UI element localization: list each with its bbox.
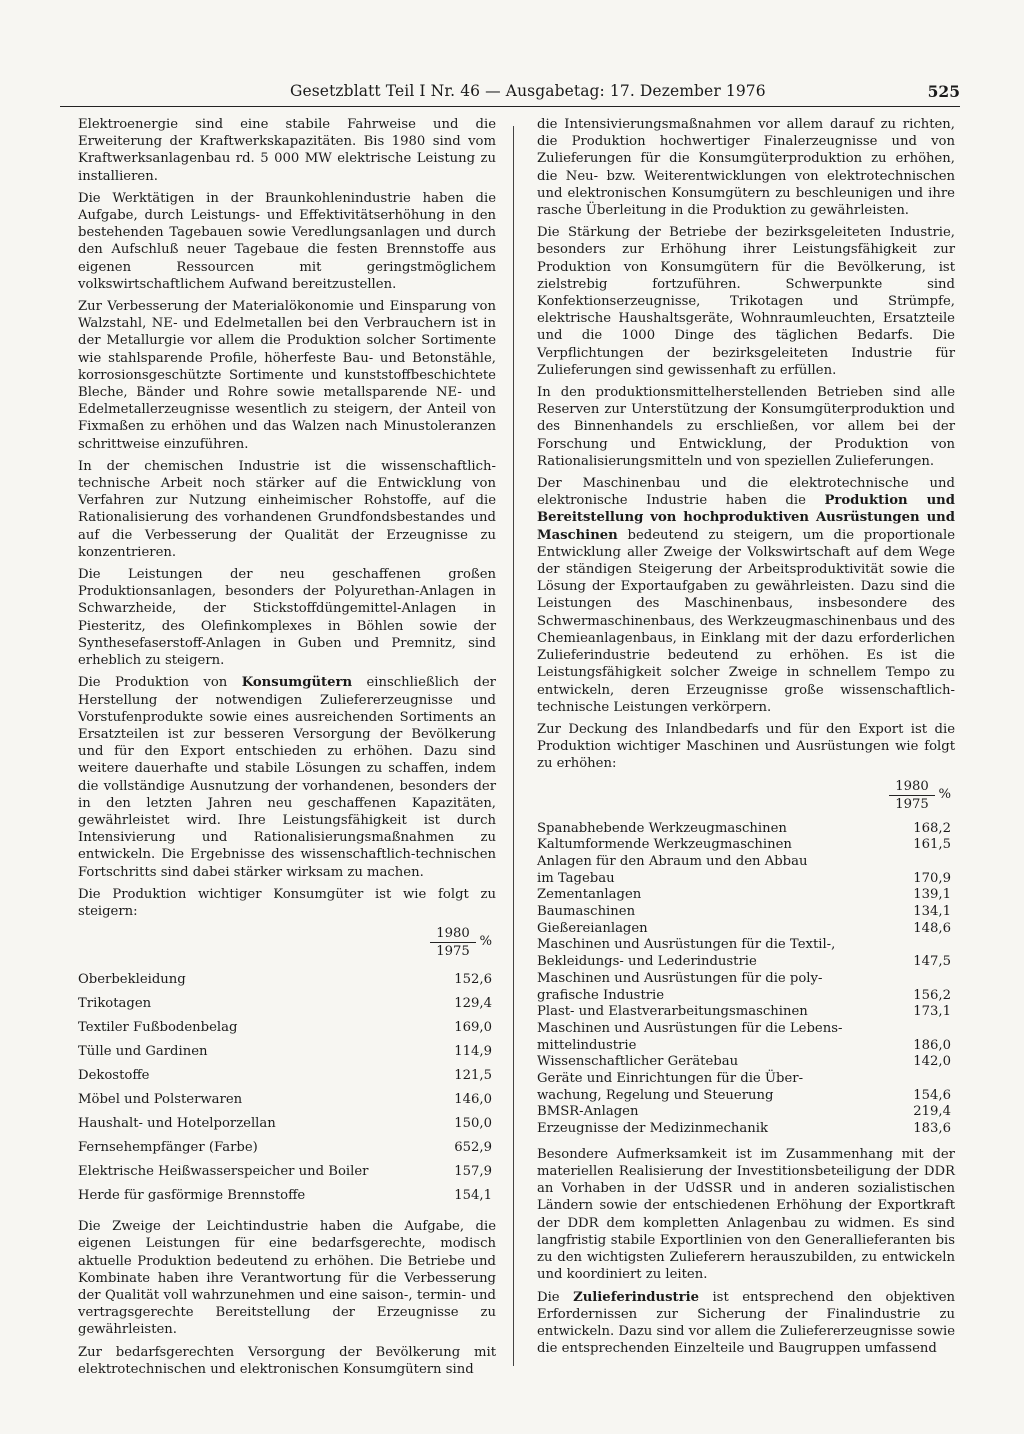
- row-label: Plast- und Elastverarbeitungsmaschinen: [537, 1004, 808, 1020]
- paragraph: [537, 1289, 955, 1358]
- paragraph: Die Leistungen der neu geschaffenen großen Produktionsanlagen, besonders der Polyurethan-Anlagen in Schwarzheide, der Stickstoffdüngemittel-Anlagen in Piesteritz, des Olefinkomplexes in Böhlen sowie der Synthesefaserstoff-Anlagen in Guben und Premnitz, sind erheblich zu steigern.: [78, 567, 496, 669]
- row-label: Gießereianlagen: [537, 920, 648, 936]
- table-row: [78, 1064, 496, 1088]
- table-row: [78, 1040, 496, 1064]
- consumer-goods-table: [78, 968, 496, 1208]
- row-value: 219,4: [913, 1104, 951, 1120]
- text: bedeutend zu steigern, um die proportionale Entwicklung aller Zweige der Volkswirtschaft auf dem Wege der ständigen Steigerung der Arbeitsproduktivität sowie die Lösung der Exportaufgaben zu gewährleisten. Dazu sind die Leistungen des Maschinenbaus, insbesondere des Schwermaschinenbaus, des Werkzeugmaschinenbaus und des Chemieanlagenbaus, in Einklang mit der dazu erforderlichen Zulieferindustrie bedeutend zu erhöhen. Es ist die Leistungsfähigkeit solcher Zweige in schnellem Tempo zu entwickeln, deren Erzeugnisse große wissenschaftlich-technische Leistungen verkörpern.: [537, 527, 955, 715]
- ratio-numerator: 1980: [430, 926, 476, 943]
- row-value: 142,0: [913, 1054, 951, 1070]
- row-label: Trikotagen: [78, 996, 152, 1012]
- text: Die: [537, 1289, 574, 1305]
- row-value: 170,9: [913, 870, 951, 886]
- ratio-fraction: [430, 926, 476, 960]
- bold-term: Zulieferindustrie: [573, 1289, 699, 1305]
- page-number: 525: [927, 82, 960, 101]
- row-value: 150,0: [454, 1116, 492, 1132]
- row-label: Zementanlagen: [537, 887, 642, 903]
- paragraph: Elektroenergie sind eine stabile Fahrweise und die Erweiterung der Kraftwerkskapazitäten. Bis 1980 sind vom Kraftwerksanlagenbau rd. 5 000 MW elektrische Leistung zu installieren.: [78, 117, 496, 184]
- bold-term: Konsumgütern: [241, 675, 353, 691]
- paragraph: Die Stärkung der Betriebe der bezirksgeleiteten Industrie, besonders zur Erhöhung ihrer Leistungsfähigkeit zur Produktion von Konsumgütern für die Bevölkerung, ist zielstrebig fortzuführen. Schwerpunkte sind Konfektionserzeugnisse, Trikotagen und Strümpfe, elektrische Haushaltsgeräte, Wohnraumleuchten, Ersatzteile und die 1000 Dinge des täglichen Bedarfs. Die Verpflichtungen der bezirksgeleiteten Industrie für Zulieferungen sind gewissenhaft zu erfüllen.: [537, 225, 955, 378]
- machinery-table: [537, 821, 955, 1138]
- table-row: [537, 1054, 955, 1071]
- row-value: 154,1: [454, 1188, 492, 1204]
- row-label: Anlagen für den Abraum und den Abbau im Tagebau: [537, 853, 808, 886]
- table-row: [78, 1136, 496, 1160]
- table-row: [78, 1016, 496, 1040]
- table-row: [537, 887, 955, 904]
- paragraph: Zur Deckung des Inlandbedarfs und für den Export ist die Produktion wichtiger Maschinen und Ausrüstungen wie folgt zu erhöhen:: [537, 721, 955, 772]
- table-row: [537, 837, 955, 854]
- table-row: [537, 971, 955, 1004]
- table-row: [537, 904, 955, 921]
- row-value: 156,2: [913, 987, 951, 1003]
- row-value: 173,1: [913, 1004, 951, 1020]
- right-column: [537, 116, 955, 1362]
- text: Der Maschinenbau und die elektrotechnische und elektronische Industrie haben die: [537, 476, 955, 509]
- page-header: [60, 82, 960, 107]
- row-value: 121,5: [454, 1068, 492, 1084]
- row-value: 129,4: [454, 996, 492, 1012]
- row-label: Elektrische Heißwasserspeicher und Boiler: [78, 1164, 369, 1180]
- ratio-unit: %: [479, 934, 492, 950]
- text: einschließlich der Herstellung der notwendigen Zuliefererzeugnisse und Vorstufenprodukte sowie eines ausreichenden Sortiments an Ersatzteilen ist zur besseren Versorgung der Bevölkerung und für den Export entschieden zu erhöhen. Dazu sind weitere dauerhafte und stabile Lösungen zu schaffen, indem die vollständige Ausnutzung der vorhandenen, besonders der in den letzten Jahren neu geschaffenen Kapazitäten, gewährleistet wird. Ihre Leistungsfähigkeit ist durch Intensivierung und Rationalisierungsmaßnahmen zu entwickeln. Die Ergebnisse des wissenschaftlich-technischen Fortschritts sind dabei stärker wirksam zu machen.: [78, 675, 496, 880]
- row-value: 134,1: [913, 904, 951, 920]
- row-value: 114,9: [454, 1044, 492, 1060]
- text: Die Produktion von: [78, 675, 242, 691]
- paragraph: Die Produktion wichtiger Konsumgüter ist wie folgt zu steigern:: [78, 886, 496, 919]
- row-label: Maschinen und Ausrüstungen für die Lebens- mittelindustrie: [537, 1020, 843, 1053]
- table-row: [537, 1004, 955, 1021]
- paragraph: Besondere Aufmerksamkeit ist im Zusammenhang mit der materiellen Realisierung der Investitionsbeteiligung der DDR an Vorhaben in der UdSSR und in anderen sozialistischen Ländern sowie der entschiedenen Erhöhung der Exportkraft der DDR dem kompletten Anlagenbau zu widmen. Es sind langfristig stabile Exportlinien von den Generallieferanten bis zu den wichtigsten Zulieferern herauszubilden, zu entwickeln und koordiniert zu leiten.: [537, 1146, 955, 1283]
- row-value: 157,9: [454, 1164, 492, 1180]
- row-label: BMSR-Anlagen: [537, 1104, 639, 1120]
- bold-term: die Intensivierungsmaßnahmen vor allem darauf zu richten,: [537, 117, 955, 132]
- table-row: [78, 1112, 496, 1136]
- row-label: Haushalt- und Hotelporzellan: [78, 1116, 276, 1132]
- row-value: 161,5: [913, 837, 951, 853]
- row-value: 146,0: [454, 1092, 492, 1108]
- table-row: [537, 921, 955, 938]
- table-row: [78, 1160, 496, 1184]
- row-label: Maschinen und Ausrüstungen für die poly- grafische Industrie: [537, 970, 823, 1003]
- row-value: 183,6: [913, 1121, 951, 1137]
- text: die Produktion hochwertiger Finalerzeugnisse und von Zulieferungen für die Konsumgüterproduktion zu erhöhen, die Neu- bzw. Weiterentwicklungen von elektrotechnischen und elektronischen Konsumgütern zu beschleunigen und ihre rasche Überleitung in die Produktion zu gewährleisten.: [537, 134, 955, 219]
- header-title: Gesetzblatt Teil I Nr. 46 — Ausgabetag: 17. Dezember 1976: [290, 82, 766, 100]
- paragraph: Die Zweige der Leichtindustrie haben die Aufgabe, die eigenen Leistungen für eine bedarfsgerechte, modisch aktuelle Produktion bedeutend zu erhöhen. Die Betriebe und Kombinate haben ihre Verantwortung für die Verbesserung der Qualität voll wahrzunehmen und eine saison-, termin- und vertragsgerechte Bereitstellung der Erzeugnisse zu gewährleisten.: [78, 1219, 496, 1338]
- text: ist entsprechend den objektiven Erfordernissen zur Sicherung der Finalindustrie zu entwickeln. Dazu sind vor allem die Zuliefererzeugnisse sowie die entsprechenden Einzelteile und Baugruppen umfassend: [537, 1289, 955, 1357]
- table-row: [78, 968, 496, 992]
- column-divider: [513, 126, 514, 1366]
- ratio-denominator: 1975: [436, 944, 470, 960]
- ratio-fraction: [889, 779, 935, 813]
- row-label: Herde für gasförmige Brennstoffe: [78, 1188, 306, 1204]
- row-label: Tülle und Gardinen: [78, 1044, 208, 1060]
- row-value: 148,6: [913, 920, 951, 936]
- paragraph: In den produktionsmittelherstellenden Betrieben sind alle Reserven zur Unterstützung der Konsumgüterproduktion und des Binnenhandels zu erschließen, vor allem bei der Forschung und Entwicklung, der Produktion von Rationalisierungsmitteln und von speziellen Zulieferungen.: [537, 385, 955, 469]
- table-row: [537, 854, 955, 887]
- row-label: Fernsehempfänger (Farbe): [78, 1140, 258, 1156]
- paragraph: [537, 475, 955, 716]
- paragraph: [78, 674, 496, 880]
- row-value: 168,2: [913, 820, 951, 836]
- row-label: Erzeugnisse der Medizinmechanik: [537, 1121, 768, 1137]
- row-label: Dekostoffe: [78, 1068, 150, 1084]
- bold-term: Produktion und Bereitstellung von hochproduktiven Ausrüstungen und Maschinen: [537, 493, 955, 543]
- row-value: 169,0: [454, 1020, 492, 1036]
- table-row: [78, 1088, 496, 1112]
- ratio-denominator: 1975: [895, 796, 929, 812]
- table-header: [537, 779, 955, 817]
- paragraph: Zur bedarfsgerechten Versorgung der Bevölkerung mit elektrotechnischen und elektronischen Konsumgütern sind: [78, 1344, 496, 1377]
- row-label: Kaltumformende Werkzeugmaschinen: [537, 837, 792, 853]
- row-value: 147,5: [913, 954, 951, 970]
- row-value: 152,6: [454, 972, 492, 988]
- ratio-unit: %: [938, 786, 951, 802]
- paragraph: In der chemischen Industrie ist die wissenschaftlich-technische Arbeit noch stärker auf die Entwicklung von Verfahren zur Nutzung einheimischer Rohstoffe, auf die Rationalisierung des vorhandenen Grundfondsbestandes und auf die Verbesserung der Qualität der Erzeugnisse zu konzentrieren.: [78, 458, 496, 560]
- table-row: [537, 1104, 955, 1121]
- row-value: 186,0: [913, 1037, 951, 1053]
- ratio-numerator: 1980: [889, 779, 935, 796]
- table-row: [78, 992, 496, 1016]
- row-label: Möbel und Polsterwaren: [78, 1092, 243, 1108]
- row-label: Baumaschinen: [537, 904, 636, 920]
- table-row: [537, 821, 955, 838]
- row-label: Wissenschaftlicher Gerätebau: [537, 1054, 739, 1070]
- row-label: Spanabhebende Werkzeugmaschinen: [537, 820, 787, 836]
- paragraph: Zur Verbesserung der Materialökonomie und Einsparung von Walzstahl, NE- und Edelmetallen bei den Verbrauchern ist in der Metallurgie vor allem die Produktion solcher Sortimente wie stahlsparende Profile, höherfeste Bau- und Betonstähle, korrosionsgeschützte Sortimente und kunststoffbeschichtete Bleche, Bänder und Rohre sowie metallsparende NE- und Edelmetallerzeugnisse wesentlich zu steigern, der Anteil von Fixmaßen zu erhöhen und das Walzen nach Minustoleranzen schrittweise einzuführen.: [78, 299, 496, 452]
- table-row: [537, 1071, 955, 1104]
- row-value: 139,1: [913, 887, 951, 903]
- row-label: Maschinen und Ausrüstungen für die Textil-, Bekleidungs- und Lederindustrie: [537, 937, 836, 970]
- table-row: [537, 937, 955, 970]
- paragraph: [537, 116, 955, 219]
- row-value: 652,9: [454, 1140, 492, 1156]
- paragraph: Die Werktätigen in der Braunkohlenindustrie haben die Aufgabe, durch Leistungs- und Effektivitätserhöhung in den bestehenden Tagebauen sowie Veredlungsanlagen und durch den Aufschluß neuer Tagebaue die festen Brennstoffe aus eigenen Ressourcen mit geringstmöglichem volkswirtschaftlichem Aufwand bereitzustellen.: [78, 190, 496, 292]
- row-label: Oberbekleidung: [78, 972, 186, 988]
- row-value: 154,6: [913, 1087, 951, 1103]
- row-label: Geräte und Einrichtungen für die Über- wachung, Regelung und Steuerung: [537, 1071, 804, 1103]
- table-row: [78, 1184, 496, 1208]
- table-header: [78, 926, 496, 964]
- left-column: [78, 116, 496, 1383]
- row-label: Textiler Fußbodenbelag: [78, 1020, 238, 1036]
- table-row: [537, 1121, 955, 1138]
- table-row: [537, 1021, 955, 1054]
